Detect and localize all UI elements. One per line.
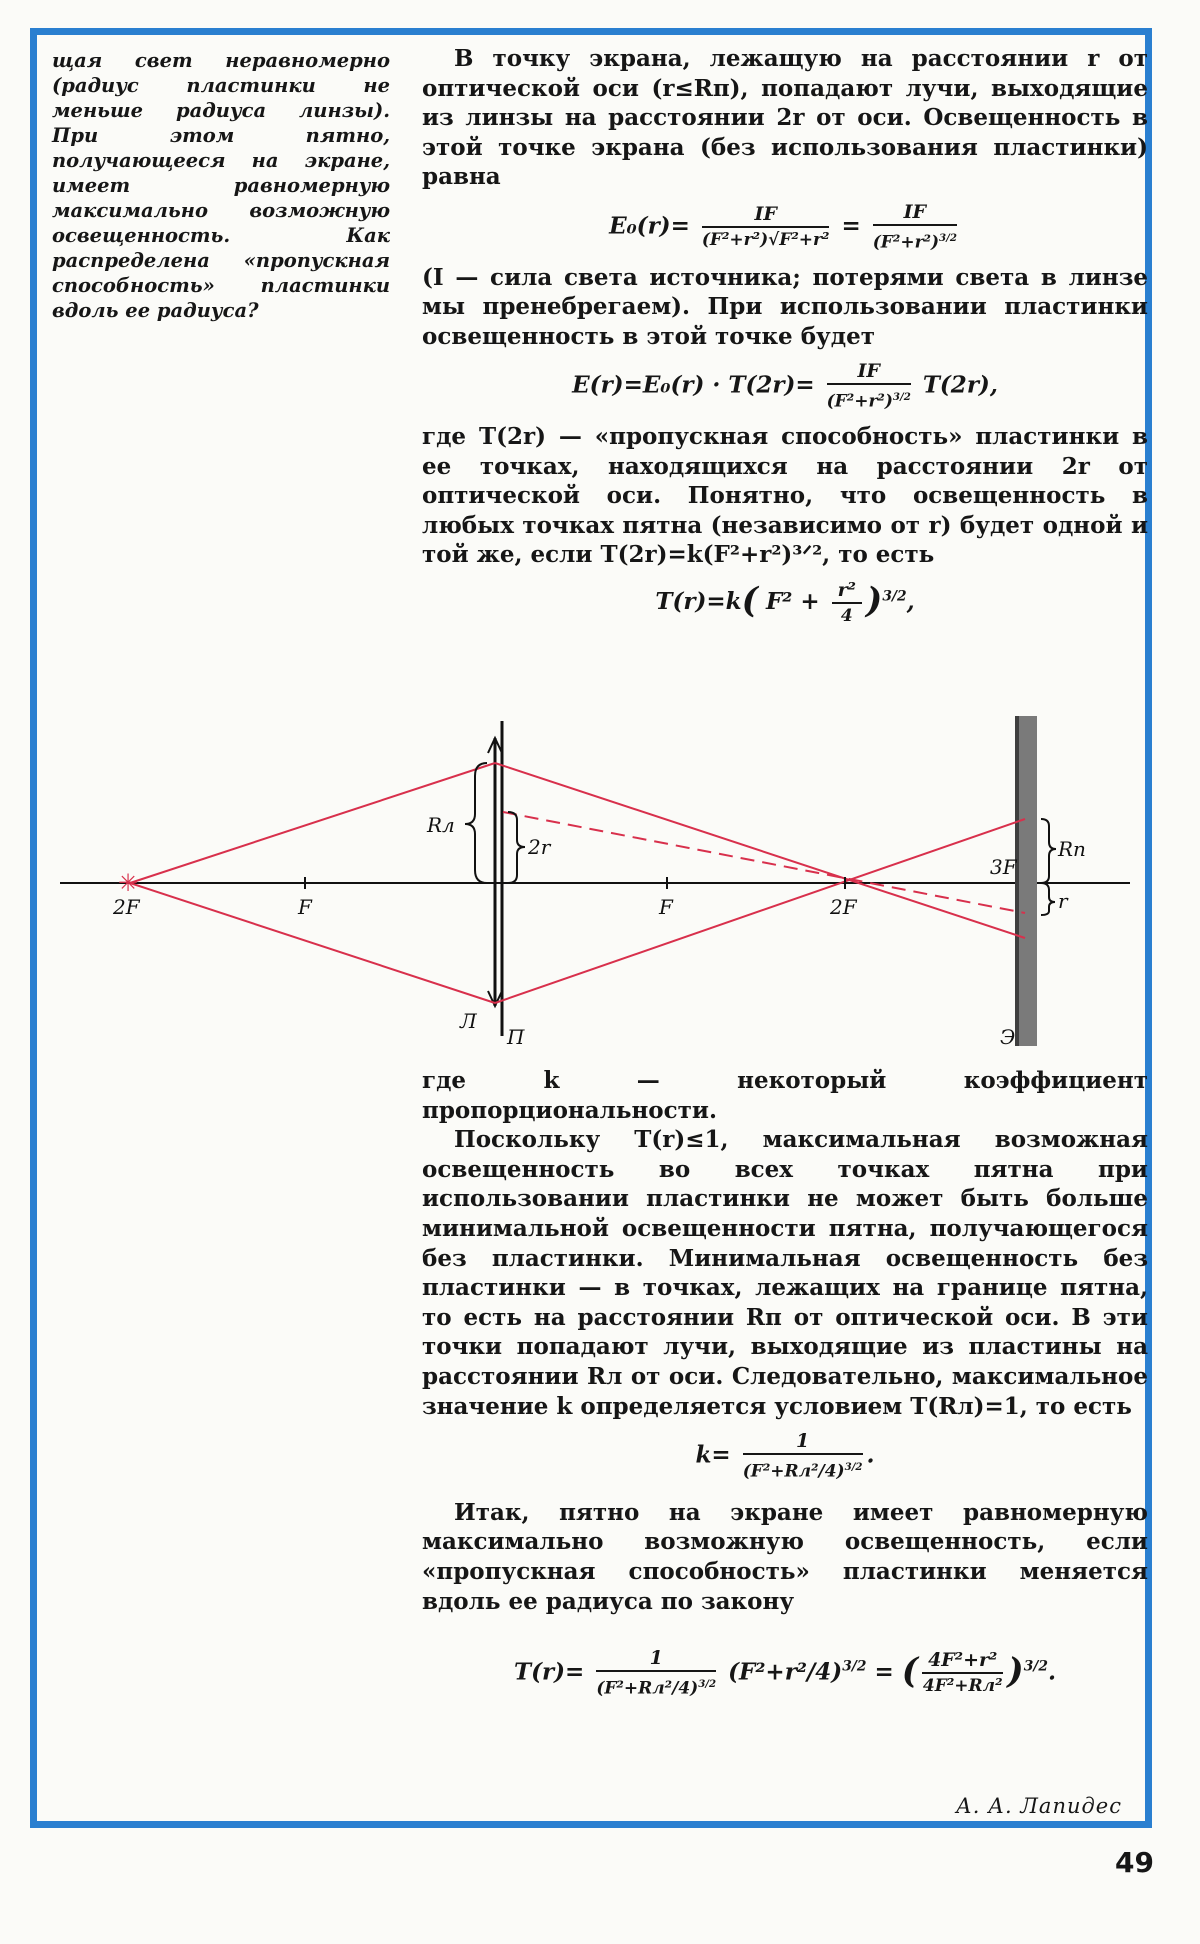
exponent: 3/2 <box>844 1461 863 1474</box>
fraction <box>873 200 957 255</box>
brace-2r <box>508 812 525 883</box>
fraction <box>832 578 862 628</box>
paragraph-1: В точку экрана, лежащую на расстоянии r от оптической оси (r≤Rп), попадают лучи, выходящие из линзы на расстоянии 2r от оси. Освещенность в этой точке экрана (без использования пластинки) равна <box>422 45 1148 191</box>
equals-sign: = <box>874 1658 894 1686</box>
denominator: (F²+r²)√F²+r² <box>701 230 830 251</box>
formula-k-lhs: k= <box>695 1441 731 1469</box>
fraction <box>827 359 911 414</box>
brace-r <box>1041 883 1055 915</box>
label-screen: Э <box>1000 1025 1016 1049</box>
fraction <box>743 1429 863 1484</box>
denominator <box>743 1455 863 1484</box>
article-body <box>422 44 1148 636</box>
label-2f-source: 2F <box>113 895 140 919</box>
numerator: 1 <box>743 1429 863 1455</box>
sidebar-problem-text: щая свет неравномерно (радиус пластинки не меньше радиуса линзы). При этом пятно, получающееся на экране, имеет равномерную максимально возможную освещенность. Как распределена «пропускная способность» пластинки вдоль ее радиуса? <box>52 49 390 322</box>
ray-dashed <box>503 812 1025 913</box>
close-paren: ) <box>1007 1651 1024 1692</box>
exponent: 3/2 <box>1023 1658 1048 1675</box>
formula-e-rhs: T(2r), <box>922 371 998 399</box>
source-marker: ✳ <box>118 869 139 897</box>
paragraph-6: Итак, пятно на экране имеет равномерную максимально возможную освещенность, если «пропускная способность» пластинки меняется вдоль ее радиуса по закону <box>422 1498 1148 1615</box>
brace-r-lens <box>465 763 487 883</box>
denominator <box>827 385 911 414</box>
close-paren: ) <box>866 581 883 622</box>
formula-final <box>422 1646 1148 1701</box>
label-r-spot: Rп <box>1058 837 1086 861</box>
formula-t-inner: F² + <box>765 588 820 616</box>
numerator: IF <box>873 200 957 226</box>
article-body-lower <box>422 1066 1148 1709</box>
comma: , <box>906 588 915 616</box>
denominator-base: (F²+r²) <box>826 392 893 413</box>
numerator: 4F²+r² <box>922 1648 1003 1674</box>
formula-t-lhs: T(r)=k <box>655 588 742 616</box>
paragraph-3: где T(2r) — «пропускная способность» пластинки в ее точках, находящихся на расстоянии 2r от оптической оси. Понятно, что освещенность в любых точках пятна (независимо от r) будет одной и той же, если T(2r)=k(F²+r²)³ᐟ², то есть <box>422 423 1148 569</box>
label-r-lens: Rл <box>427 813 455 837</box>
denominator-base: (F²+Rл²/4) <box>742 1461 845 1482</box>
formula-e <box>422 359 1148 414</box>
fraction <box>702 202 830 252</box>
open-paren: ( <box>741 581 758 622</box>
formula-final-mid: (F²+r²/4) <box>728 1658 843 1686</box>
numerator: IF <box>827 359 911 385</box>
formula-e0 <box>422 200 1148 255</box>
equals-sign: = <box>841 212 861 240</box>
formula-t-k <box>422 578 1148 628</box>
brace-r-spot <box>1041 819 1056 883</box>
label-2f-image: 2F <box>830 895 857 919</box>
label-lens: Л <box>460 1009 477 1033</box>
formula-e-lhs: E(r)=E₀(r) · T(2r)= <box>572 371 815 399</box>
formula-final-lhs: T(r)= <box>514 1658 585 1686</box>
denominator-base: (F²+r²) <box>872 232 940 253</box>
exponent: 3/2 <box>892 391 911 404</box>
denominator: 4F²+Rл² <box>922 1676 1003 1697</box>
numerator: IF <box>702 202 830 228</box>
label-r: r <box>1058 889 1068 913</box>
period: . <box>866 1441 875 1469</box>
denominator: 4 <box>840 606 853 627</box>
optics-diagram <box>55 716 1135 1056</box>
ray-lower-in <box>130 883 495 1003</box>
fraction <box>922 1648 1003 1698</box>
screen-edge <box>1015 716 1019 1046</box>
label-plate: П <box>507 1025 525 1049</box>
paragraph-2: (I — сила света источника; потерями света в линзе мы пренебрегаем). При использовании пластинки освещенность в этой точке будет <box>422 263 1148 350</box>
label-3f: 3F <box>990 855 1017 879</box>
page-number: 49 <box>1115 1846 1154 1879</box>
label-f-left: F <box>298 895 312 919</box>
paragraph-5: Поскольку T(r)≤1, максимальная возможная освещенность во всех точках пятна при использовании пластинки не может быть больше минимальной освещенности пятна, получающегося без пластинки. Минимальная освещенность без пластинки — в точках, лежащих на границе пятна, то есть на расстоянии Rп от оптической оси. В эти точки попадают лучи, выходящие из пластины на расстоянии Rл от оси. Следовательно, максимальное значение k определяется условием T(Rл)=1, то есть <box>422 1126 1148 1420</box>
author-signature: А. А. Лапидес <box>955 1794 1122 1818</box>
formula-e0-lhs: E₀(r)= <box>609 212 690 240</box>
label-f-right: F <box>659 895 673 919</box>
paragraph-4: где k — некоторый коэффициент пропорциональности. <box>422 1067 1148 1124</box>
denominator-base: (F²+Rл²/4) <box>596 1678 699 1699</box>
fraction <box>596 1646 716 1701</box>
open-paren: ( <box>901 1651 919 1692</box>
denominator <box>873 226 957 255</box>
exponent: 3/2 <box>882 588 907 605</box>
denominator <box>596 1672 716 1701</box>
label-2r: 2r <box>528 835 551 859</box>
numerator: 1 <box>596 1646 716 1672</box>
exponent: 3/2 <box>698 1678 717 1691</box>
numerator: r² <box>832 578 862 604</box>
formula-k <box>422 1429 1148 1484</box>
period: . <box>1047 1658 1056 1686</box>
exponent: 3/2 <box>939 231 957 244</box>
exponent: 3/2 <box>842 1658 867 1675</box>
